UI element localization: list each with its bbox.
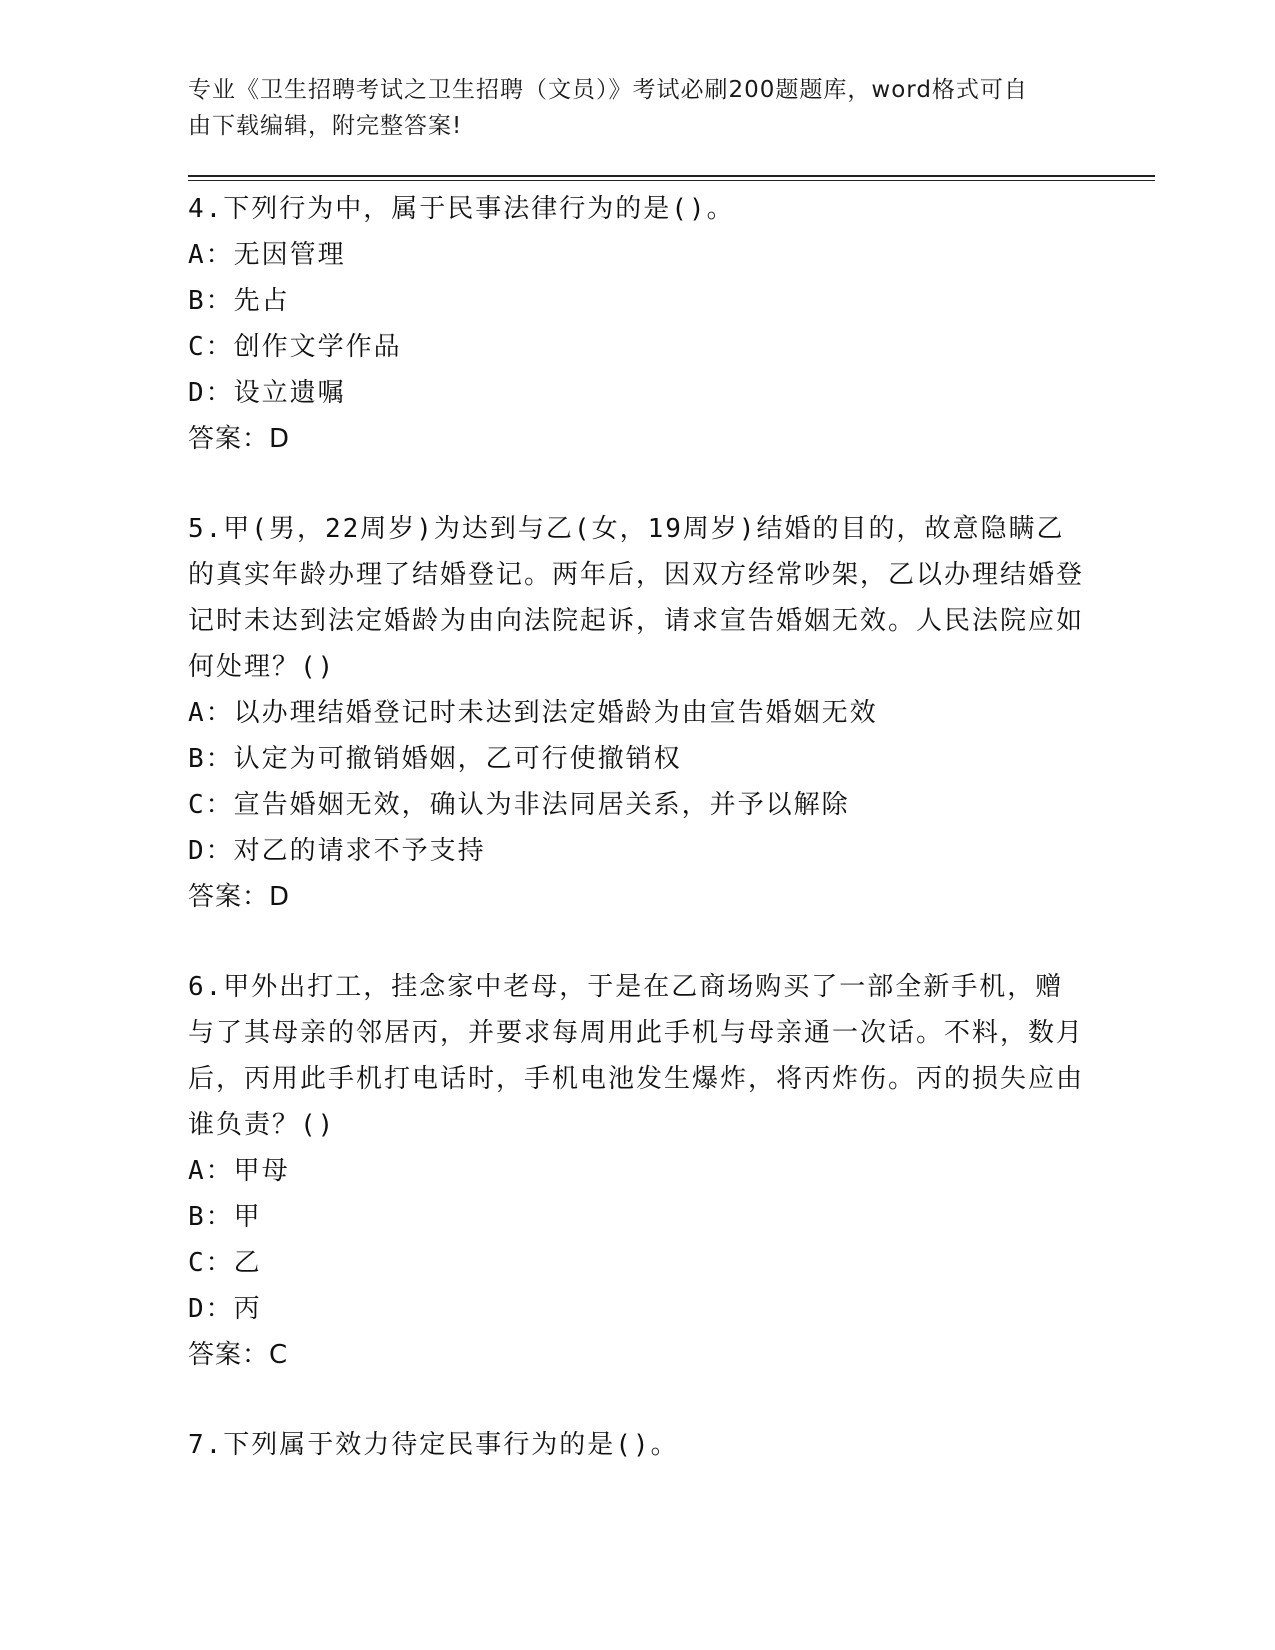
question-stem: 6.甲外出打工，挂念家中老母，于是在乙商场购买了一部全新手机，赠与了其母亲的邻居丙，并要求每周用此手机与母亲通一次话。不料，数月后，丙用此手机打电话时，手机电池发生爆炸，将丙炸伤。丙的损失应由谁负责？() <box>188 972 1085 1140</box>
answer: 答案：C <box>188 1340 289 1370</box>
option-a: A：无因管理 <box>188 240 346 270</box>
question-stem: 7.下列属于效力待定民事行为的是()。 <box>188 1430 679 1460</box>
option-d: D：设立遗嘱 <box>188 378 346 408</box>
header-divider <box>188 175 1155 181</box>
option-a: A：以办理结婚登记时未达到法定婚龄为由宣告婚姻无效 <box>188 698 878 728</box>
option-d: D：对乙的请求不予支持 <box>188 836 486 866</box>
option-d: D：丙 <box>188 1294 262 1324</box>
option-c: C：创作文学作品 <box>188 332 402 362</box>
header-title-line-2: 由下载编辑，附完整答案! <box>188 113 463 139</box>
option-b: B：先占 <box>188 286 290 316</box>
answer: 答案：D <box>188 424 291 454</box>
option-b: B：认定为可撤销婚姻，乙可行使撤销权 <box>188 744 682 774</box>
option-a: A：甲母 <box>188 1156 290 1186</box>
option-c: C：乙 <box>188 1248 262 1278</box>
header-title-line-1: 专业《卫生招聘考试之卫生招聘（文员）》考试必刷200题题库，word格式可自 <box>188 77 1028 103</box>
option-c: C：宣告婚姻无效，确认为非法同居关系，并予以解除 <box>188 790 850 820</box>
question-4 <box>188 186 1088 462</box>
answer: 答案：D <box>188 882 291 912</box>
question-7 <box>188 1422 1088 1468</box>
question-stem: 4.下列行为中，属于民事法律行为的是()。 <box>188 194 735 224</box>
question-5 <box>188 506 1088 920</box>
option-b: B：甲 <box>188 1202 262 1232</box>
question-stem: 5.甲(男，22周岁)为达到与乙(女，19周岁)结婚的目的，故意隐瞒乙的真实年龄办理了结婚登记。两年后，因双方经常吵架，乙以办理结婚登记时未达到法定婚龄为由向法院起诉，请求宣告婚姻无效。人民法院应如何处理？() <box>188 514 1085 682</box>
question-list <box>188 186 1088 1512</box>
question-6 <box>188 964 1088 1378</box>
document-header <box>188 72 1068 144</box>
